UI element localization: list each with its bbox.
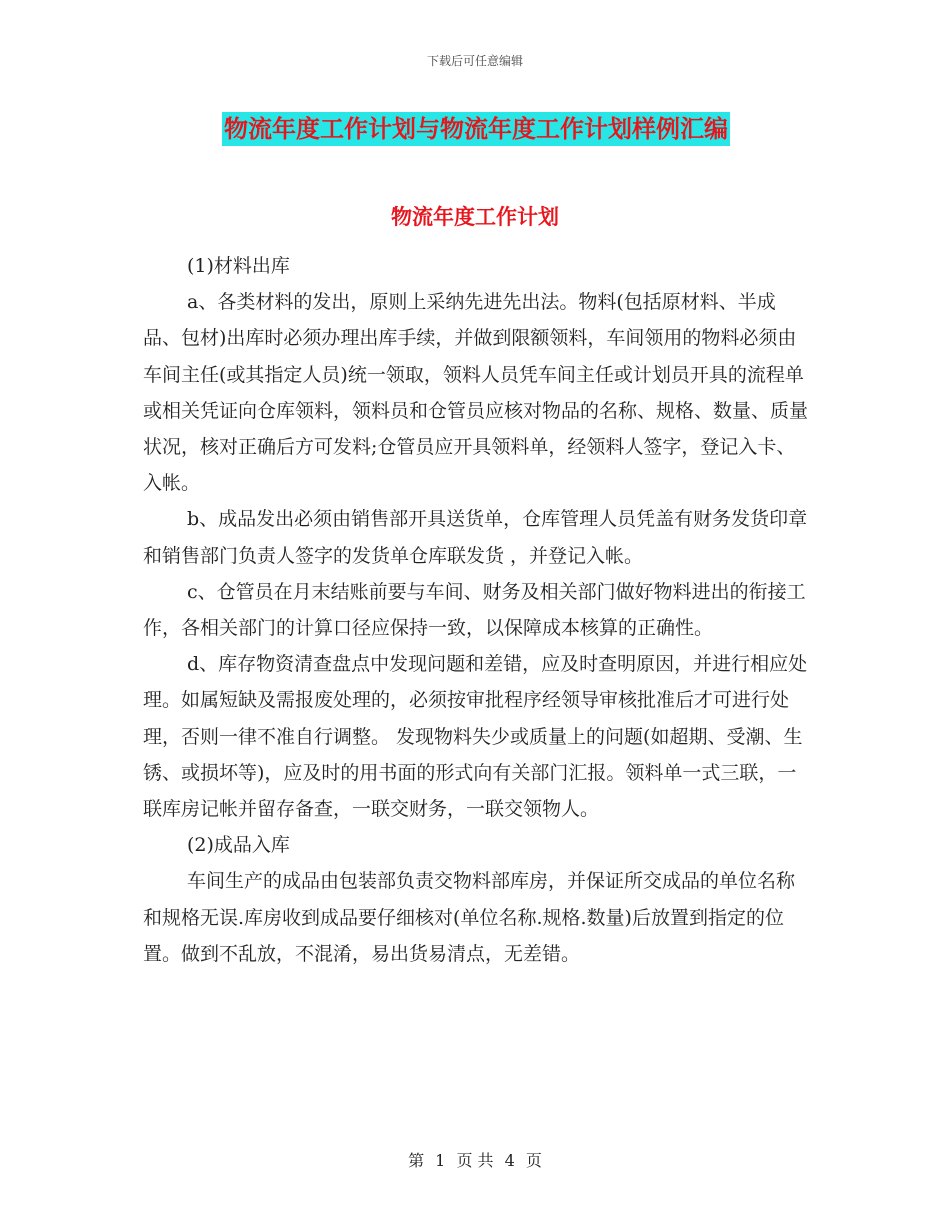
page-footer xyxy=(0,1148,950,1171)
document-title-container xyxy=(222,112,730,146)
paragraph: a、各类材料的发出，原则上采纳先进先出法。物料(包括原材料、半成品、包材)出库时必须办理出库手续，并做到限额领料，车间领用的物料必须由车间主任(或其指定人员)统一领取，领料人员凭车间主任或计划员开具的流程单或相关凭证向仓库领料，领料员和仓管员应核对物品的名称、规格、数量、质量状况，核对正确后方可发料;仓管员应开具领料单，经领料人签字，登记入卡、入帐。 xyxy=(143,291,809,495)
paragraph-heading-2: (2)成品入库 xyxy=(187,834,290,857)
section-title: 物流年度工作计划 xyxy=(391,205,559,229)
document-body xyxy=(143,248,813,972)
paragraph: c、仓管员在月末结账前要与车间、财务及相关部门做好物料进出的衔接工作，各相关部门的计算口径应保持一致，以保障成本核算的正确性。 xyxy=(143,580,806,640)
footer-total-pages: 4 xyxy=(504,1151,515,1170)
document-title: 物流年度工作计划与物流年度工作计划样例汇编 xyxy=(222,112,730,146)
paragraph: b、成品发出必须由销售部开具送货单，仓库管理人员凭盖有财务发货印章和销售部门负责人签字的发货单仓库联发货 ，并登记入帐。 xyxy=(143,508,808,567)
footer-suffix: 页 xyxy=(525,1151,542,1170)
paragraph-heading-1: (1)材料出库 xyxy=(187,255,290,277)
footer-mid: 页 共 xyxy=(456,1151,494,1170)
paragraph: d、库存物资清查盘点中发现问题和差错，应及时查明原因，并进行相应处理。如属短缺及需报废处理的，必须按审批程序经领导审核批准后才可进行处理，否则一律不准自行调整。 发现物料失少或质量上的问题(如超期、受潮、生锈、或损坏等)，应及时的用书面的形式向有关部门汇报。领料单一式三联，一联库房记帐并留存备查，一联交财务，一联交领物人。 xyxy=(143,653,808,821)
footer-prefix: 第 xyxy=(408,1151,425,1170)
footer-page-number: 1 xyxy=(435,1151,446,1170)
paragraph: 车间生产的成品由包装部负责交物料部库房，并保证所交成品的单位名称和规格无误.库房收到成品要仔细核对(单位名称.规格.数量)后放置到指定的位置。做到不乱放，不混淆，易出货易清点，无差错。 xyxy=(143,870,796,965)
page-header-note: 下载后可任意编辑 xyxy=(426,54,523,68)
